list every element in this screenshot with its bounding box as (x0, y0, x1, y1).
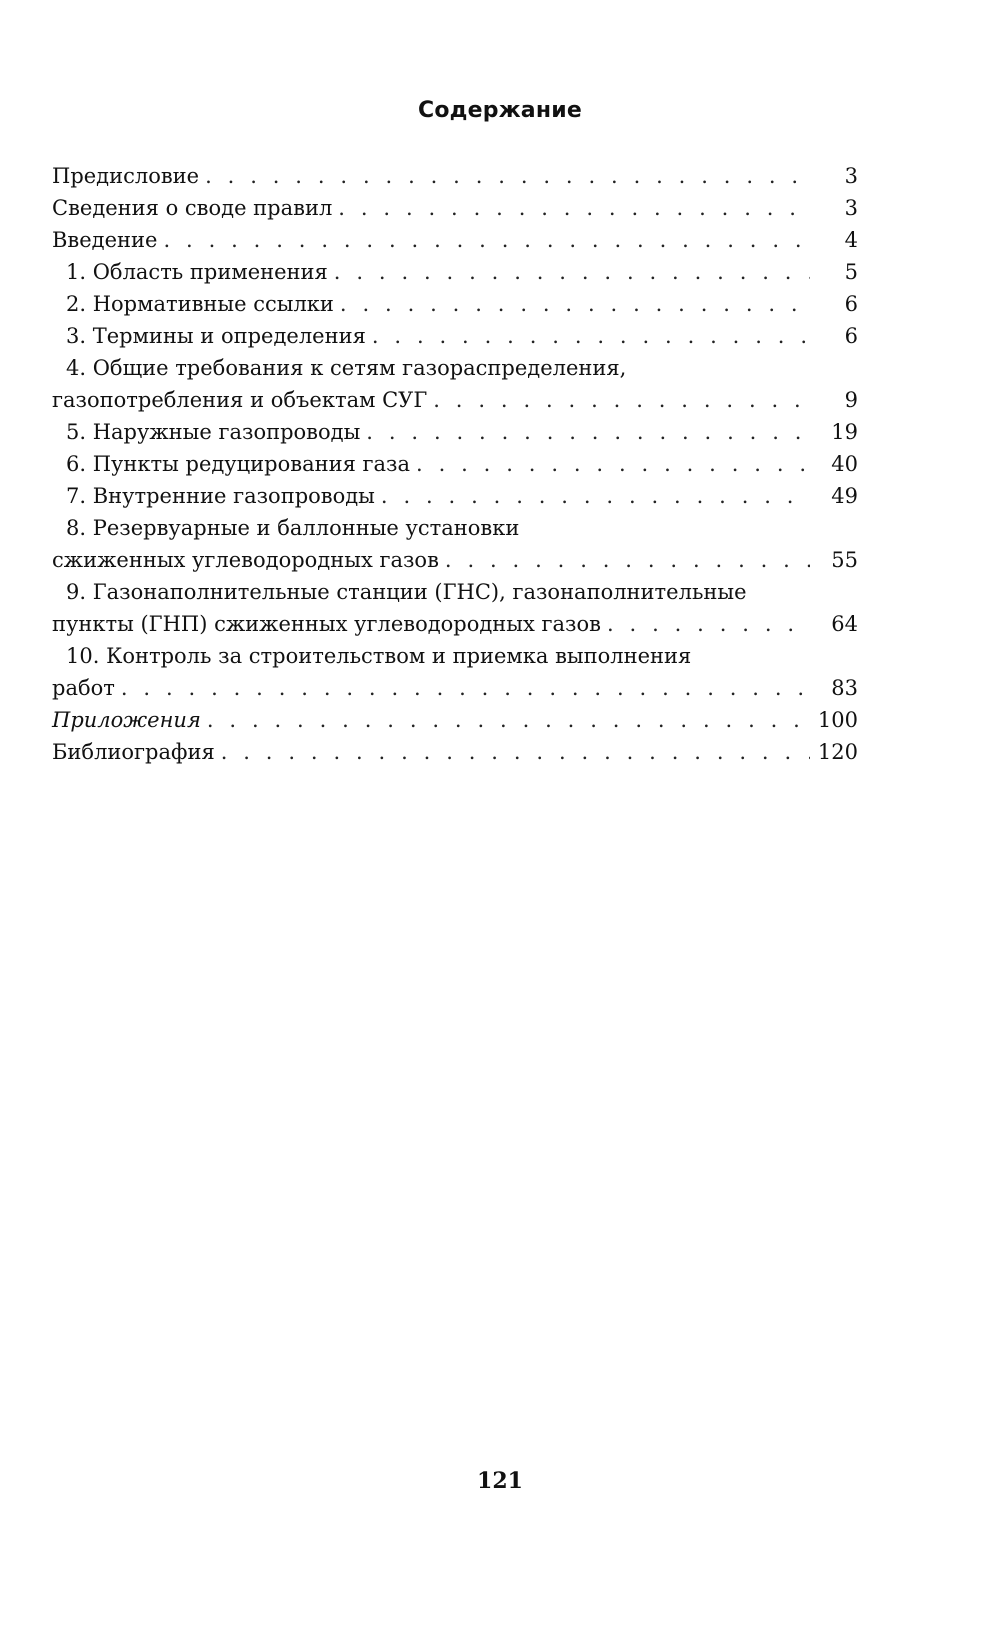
toc-entry-title-line2: сжиженных углеводородных газов (52, 548, 439, 572)
toc-entry-title: Библиография (52, 740, 215, 764)
toc-entry-appendices (52, 704, 858, 736)
dot-leader (221, 736, 810, 768)
page-number: 121 (477, 1468, 523, 1494)
toc-entry-title-line1: 9. Газонаполнительные станции (ГНС), газонаполнительные (66, 580, 747, 604)
toc-entry-title-line2: газопотребления и объектам СУГ (52, 388, 428, 412)
toc-entry-section-5 (52, 416, 858, 448)
dot-leader (445, 544, 810, 576)
toc-entry-page: 3 (844, 196, 858, 220)
toc-entry-page: 4 (844, 228, 858, 252)
dot-leader (338, 192, 810, 224)
toc-entry-page: 64 (831, 612, 858, 636)
toc-entry-page: 6 (844, 292, 858, 316)
dot-leader (433, 384, 810, 416)
toc-entry-page: 100 (817, 708, 858, 732)
toc-entry-title: Приложения (52, 708, 201, 732)
dot-leader (205, 160, 810, 192)
toc-entry-title: 6. Пункты редуцирования газа (66, 452, 411, 476)
dot-leader (366, 416, 810, 448)
toc-entry-page: 40 (831, 452, 858, 476)
toc-entry-page: 9 (844, 388, 858, 412)
toc-entry-section-3 (52, 320, 858, 352)
toc-entry-section-6 (52, 448, 858, 480)
toc-entry-page: 3 (844, 164, 858, 188)
dot-leader (607, 608, 810, 640)
toc-entry-title: 2. Нормативные ссылки (66, 292, 334, 316)
toc-entry-bibliography (52, 736, 858, 768)
toc-entry-page: 5 (844, 260, 858, 284)
toc-entry-section-10 (52, 640, 858, 704)
toc-entry-title: 1. Область применения (66, 260, 328, 284)
toc-entry-page: 6 (844, 324, 858, 348)
dot-leader (416, 448, 810, 480)
dot-leader (340, 288, 810, 320)
toc-entry-title: Сведения о своде правил (52, 196, 333, 220)
toc-entry-page: 120 (817, 740, 858, 764)
toc-entry-title-line2: пункты (ГНП) сжиженных углеводородных газов (52, 612, 601, 636)
toc-entry-title-line2: работ (52, 676, 115, 700)
dot-leader (334, 256, 810, 288)
dot-leader (381, 480, 810, 512)
toc-entry-page: 49 (831, 484, 858, 508)
toc-entry-title-line1: 10. Контроль за строительством и приемка выполнения (66, 644, 692, 668)
toc-entry-section-7 (52, 480, 858, 512)
dot-leader (163, 224, 810, 256)
toc-entry-section-8 (52, 512, 858, 576)
toc-entry-title: 7. Внутренние газопроводы (66, 484, 375, 508)
toc-entry-section-9 (52, 576, 858, 640)
toc-entry-title: Введение (52, 228, 158, 252)
toc-entry-title: 3. Термины и определения (66, 324, 366, 348)
dot-leader (121, 672, 810, 704)
toc-entry-title-line1: 8. Резервуарные и баллонные установки (66, 516, 520, 540)
dot-leader (372, 320, 810, 352)
toc-entry-section-1 (52, 256, 858, 288)
toc-entry-section-4 (52, 352, 858, 416)
toc-heading: Содержание (418, 98, 582, 123)
toc-entry-page: 55 (831, 548, 858, 572)
toc-entry-page: 19 (831, 420, 858, 444)
toc-entry-title-line1: 4. Общие требования к сетям газораспределения, (66, 356, 627, 380)
dot-leader (207, 704, 810, 736)
toc-entry-title: Предисловие (52, 164, 200, 188)
toc-entry-foreword (52, 160, 858, 192)
table-of-contents (52, 160, 858, 768)
toc-entry-page: 83 (831, 676, 858, 700)
toc-entry-title: 5. Наружные газопроводы (66, 420, 361, 444)
toc-entry-rules-info (52, 192, 858, 224)
toc-entry-introduction (52, 224, 858, 256)
toc-entry-section-2 (52, 288, 858, 320)
